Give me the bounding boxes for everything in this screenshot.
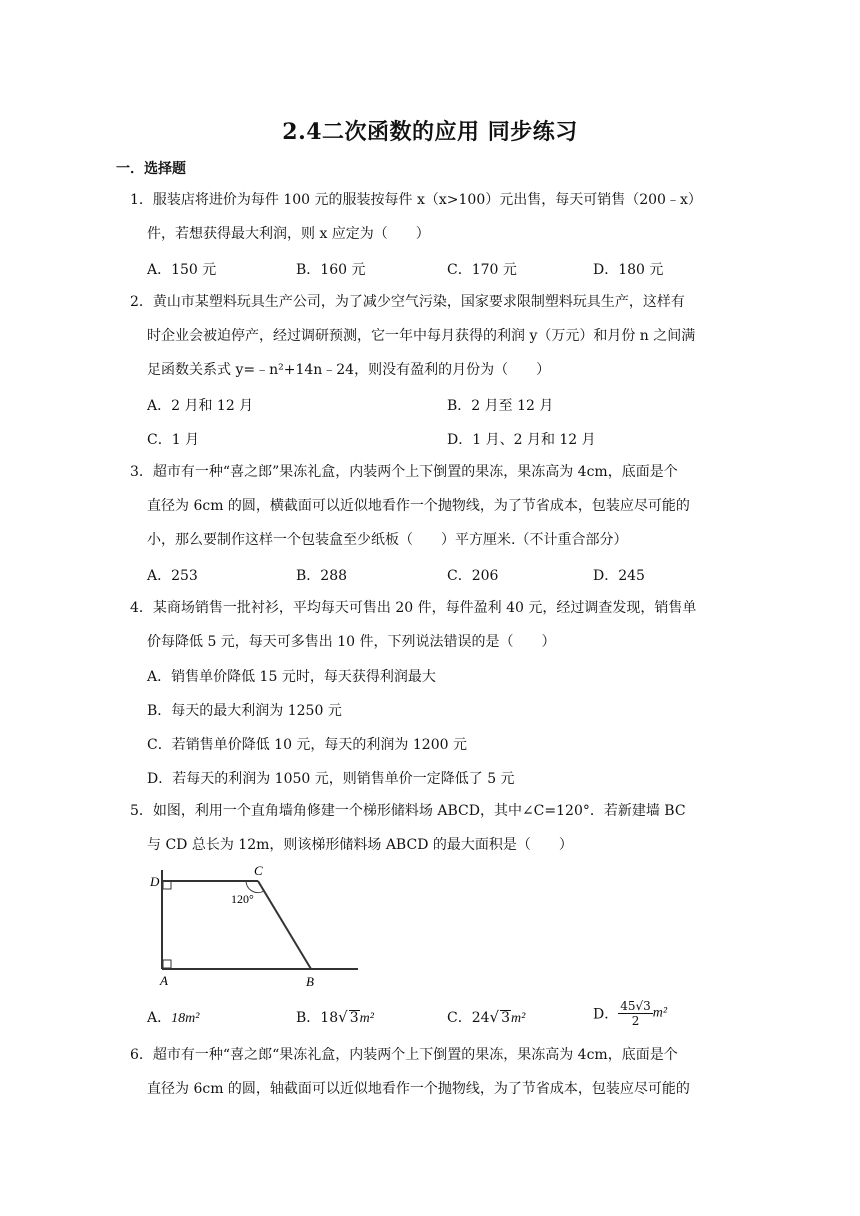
label-d: D: [150, 874, 160, 889]
page-title: 2.4二次函数的应用 同步练习: [282, 119, 578, 145]
question-3-option-d: D．245: [593, 568, 645, 584]
question-4-option-b: B．每天的最大利润为 1250 元: [147, 703, 342, 719]
question-3-line-2: 直径为 6cm 的圆，横截面可以近似地看作一个抛物线，为了节省成本，包装应尽可能的: [147, 498, 690, 514]
question-6-line-1: 6．超市有一种“喜之郎“果冻礼盒，内装两个上下倒置的果冻，果冻高为 4cm，底面是个: [130, 1047, 678, 1063]
question-2-option-a: A．2 月和 12 月: [147, 398, 254, 414]
question-5-option-b: B．18√ 3m²: [296, 1008, 374, 1026]
question-1-option-d: D．180 元: [593, 262, 664, 278]
question-5-option-d: D． $\frac{45√3}{2}$ m²: [593, 999, 668, 1028]
question-2-option-d: D．1 月、2 月和 12 月: [447, 432, 596, 448]
question-3-line-3: 小，那么要制作这样一个包装盒至少纸板（ ）平方厘米.（不计重合部分）: [147, 532, 628, 548]
question-1-option-c: C．170 元: [447, 262, 517, 278]
question-3-option-c: C．206: [447, 568, 499, 584]
question-5-line-1: 5．如图，利用一个直角墙角修建一个梯形储料场 ABCD，其中∠C=120°．若新建墙 BC: [130, 803, 686, 819]
question-1-option-b: B．160 元: [296, 262, 366, 278]
question-2-line-1: 2．黄山市某塑料玩具生产公司，为了减少空气污染，国家要求限制塑料玩具生产，这样有: [130, 294, 685, 310]
question-2-option-b: B．2 月至 12 月: [447, 398, 554, 414]
question-3-option-a: A．253: [147, 568, 198, 584]
question-2-option-c: C．1 月: [147, 432, 200, 448]
question-5-option-c: C．24√ 3m²: [447, 1008, 526, 1026]
question-4-option-d: D．若每天的利润为 1050 元，则销售单价一定降低了 5 元: [147, 771, 515, 787]
question-2-line-3: 足函数关系式 y=﹣n²+14n﹣24，则没有盈利的月份为（ ）: [147, 362, 551, 378]
question-4-line-1: 4．某商场销售一批衬衫，平均每天可售出 20 件，每件盈利 40 元，经过调查发现，销售单: [130, 600, 697, 616]
right-angle-mark-d: [163, 881, 171, 889]
section-heading: 一．选择题: [116, 161, 186, 177]
right-angle-mark-a: [163, 960, 171, 968]
label-a: A: [160, 973, 168, 988]
question-4-option-c: C．若销售单价降低 10 元，每天的利润为 1200 元: [147, 737, 467, 753]
question-1-option-a: A．150 元: [147, 262, 217, 278]
question-5-line-2: 与 CD 总长为 12m，则该梯形储料场 ABCD 的最大面积是（ ）: [147, 837, 573, 853]
question-4-option-a: A．销售单价降低 15 元时，每天获得利润最大: [147, 669, 436, 685]
question-1-line-1: 1．服装店将进价为每件 100 元的服装按每件 x（x>100）元出售，每天可销售（200﹣x）: [130, 192, 702, 208]
label-b: B: [306, 974, 314, 989]
question-1-line-2: 件，若想获得最大利润，则 x 应定为（ ）: [147, 226, 430, 242]
question-4-line-2: 价每降低 5 元，每天可多售出 10 件，下列说法错误的是（ ）: [147, 634, 556, 650]
question-6-line-2: 直径为 6cm 的圆，轴截面可以近似地看作一个抛物线，为了节省成本，包装应尽可能的: [147, 1081, 690, 1097]
angle-label: 120°: [231, 892, 254, 906]
label-c: C: [254, 863, 263, 878]
question-2-line-2: 时企业会被迫停产，经过调研预测，它一年中每月获得的利润 y（万元）和月份 n 之间满: [147, 328, 696, 344]
question-3-line-1: 3．超市有一种“喜之郎”果冻礼盒，内装两个上下倒置的果冻，果冻高为 4cm，底面是个: [130, 464, 678, 480]
question-5-option-a: A．18m²: [147, 1010, 200, 1026]
question-3-option-b: B．288: [296, 568, 348, 584]
trapezoid-figure: [148, 862, 363, 990]
segment-bc: [258, 881, 311, 969]
